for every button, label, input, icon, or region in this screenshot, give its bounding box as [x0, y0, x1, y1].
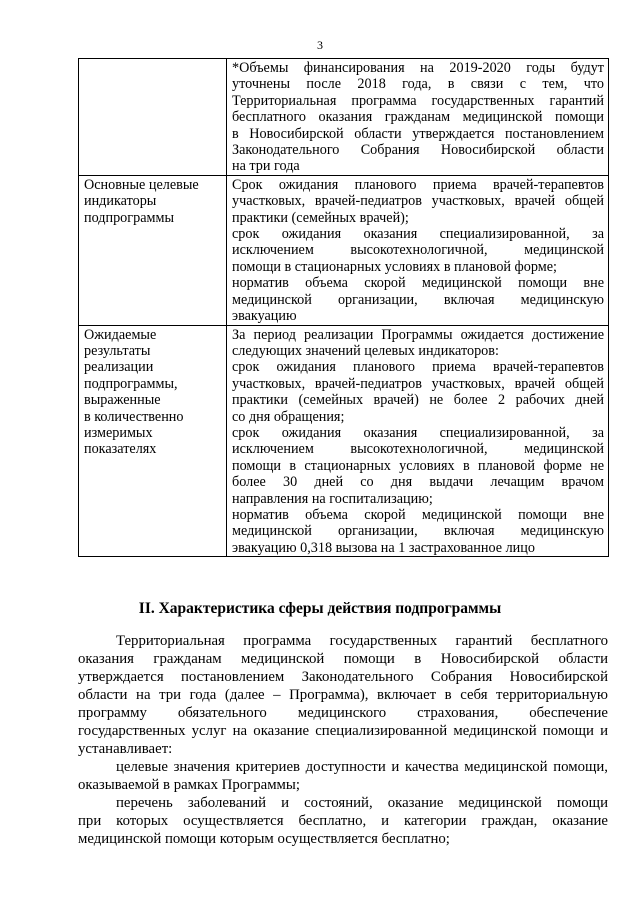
- content-line: участковых, врачей-педиатров участковых, врачей общей: [232, 375, 604, 392]
- page-number: 3: [317, 38, 323, 52]
- content-line: направления на госпитализацию;: [232, 490, 433, 507]
- paragraph: [78, 794, 608, 848]
- content-line: участковых, врачей-педиатров участковых, врачей общей: [232, 193, 604, 210]
- content-line: срок ожидания оказания специализированной, за: [232, 226, 604, 243]
- section-body: [78, 632, 608, 848]
- paragraph-line: утверждается постановлением Законодательного Собрания Новосибирской: [78, 669, 608, 685]
- content-line: Законодательного Собрания Новосибирской области: [232, 142, 604, 159]
- content-line: Территориальная программа государственных гарантий: [232, 92, 604, 109]
- content-line: на три года: [232, 158, 300, 175]
- paragraph-line: оказываемой в рамках Программы;: [78, 777, 300, 793]
- table-row: [79, 325, 609, 557]
- content-line: следующих значений целевых индикаторов:: [232, 342, 499, 359]
- row-content-cell: [227, 325, 609, 557]
- content-line: уточнены после 2018 года, в связи с тем, что: [232, 76, 604, 93]
- content-line: помощи в стационарных условиях в плановой форме не: [232, 457, 604, 474]
- content-line: медицинской организации, включая медицинскую: [232, 523, 604, 540]
- paragraph-line: оказания гражданам медицинской помощи в Новосибирской области: [78, 651, 608, 667]
- row-label-line: измеримых: [84, 424, 153, 441]
- section-title: II. Характеристика сферы действия подпрограммы: [138, 600, 502, 617]
- paragraph: [78, 632, 608, 758]
- table-row: [79, 175, 609, 325]
- row-label-line: подпрограммы,: [84, 375, 178, 392]
- row-label-cell: [79, 175, 227, 325]
- content-line: *Объемы финансирования на 2019-2020 годы будут: [232, 60, 604, 76]
- row-content-cell: [227, 175, 609, 325]
- row-label-line: показателях: [84, 441, 157, 458]
- content-line: срок ожидания оказания специализированной, за: [232, 424, 604, 441]
- row-label-line: Ожидаемые: [84, 326, 157, 343]
- content-line: За период реализации Программы ожидается достижение: [232, 326, 604, 343]
- content-line: более 30 дней со дня выдачи лечащим врачом: [232, 474, 604, 491]
- content-line: медицинской организации, включая медицинскую: [232, 291, 604, 308]
- content-line: Срок ожидания планового приема врачей-терапевтов: [232, 176, 604, 193]
- paragraph-line: перечень заболеваний и состояний, оказание медицинской помощи: [116, 795, 608, 811]
- row-label-cell: [79, 325, 227, 557]
- content-line: бесплатного оказания гражданам медицинской помощи: [232, 109, 604, 126]
- content-line: в Новосибирской области утверждается постановлением: [232, 125, 604, 142]
- content-line: со дня обращения;: [232, 408, 345, 425]
- content-line: исключением высокотехнологичной, медицинской: [232, 242, 604, 259]
- row-label-line: Основные целевые: [84, 176, 199, 193]
- paragraph-line: программу обязательного медицинского страхования, обеспечение: [78, 705, 608, 721]
- row-label-cell: [79, 59, 227, 176]
- row-label-line: индикаторы: [84, 193, 157, 210]
- row-label-line: выраженные: [84, 392, 161, 409]
- content-line: практики (семейных врачей);: [232, 209, 409, 226]
- paragraph-line: при которых осуществляется бесплатно, и категории граждан, оказание: [78, 813, 608, 829]
- content-line: помощи в стационарных условиях в плановой форме;: [232, 258, 557, 275]
- content-line: практики (семейных врачей) не более 2 рабочих дней: [232, 392, 604, 409]
- paragraph-line: целевые значения критериев доступности и качества медицинской помощи,: [116, 759, 608, 775]
- row-label-line: результаты: [84, 342, 151, 359]
- content-line: норматив объема скорой медицинской помощи вне: [232, 275, 604, 292]
- row-label-line: реализации: [84, 359, 154, 376]
- content-line: срок ожидания планового приема врачей-терапевтов: [232, 359, 604, 376]
- paragraph-line: медицинской помощи которым осуществляется бесплатно;: [78, 831, 450, 847]
- content-line: исключением высокотехнологичной, медицинской: [232, 441, 604, 458]
- subprogram-passport-table: [78, 58, 609, 557]
- content-line: эвакуацию: [232, 308, 297, 325]
- paragraph: [78, 758, 608, 794]
- content-line: норматив объема скорой медицинской помощи вне: [232, 506, 604, 523]
- table-row: [79, 59, 609, 176]
- paragraph-line: устанавливает:: [78, 741, 173, 757]
- content-line: эвакуацию 0,318 вызова на 1 застрахованное лицо: [232, 539, 535, 556]
- paragraph-line: государственных услуг на оказание специализированной медицинской помощи и: [78, 723, 608, 739]
- paragraph-line: Территориальная программа государственных гарантий бесплатного: [116, 633, 608, 649]
- row-label-line: в количественно: [84, 408, 184, 425]
- row-content-cell: [227, 59, 609, 176]
- row-label-line: подпрограммы: [84, 209, 174, 226]
- paragraph-line: области на три года (далее – Программа), включает в себя территориальную: [78, 687, 608, 703]
